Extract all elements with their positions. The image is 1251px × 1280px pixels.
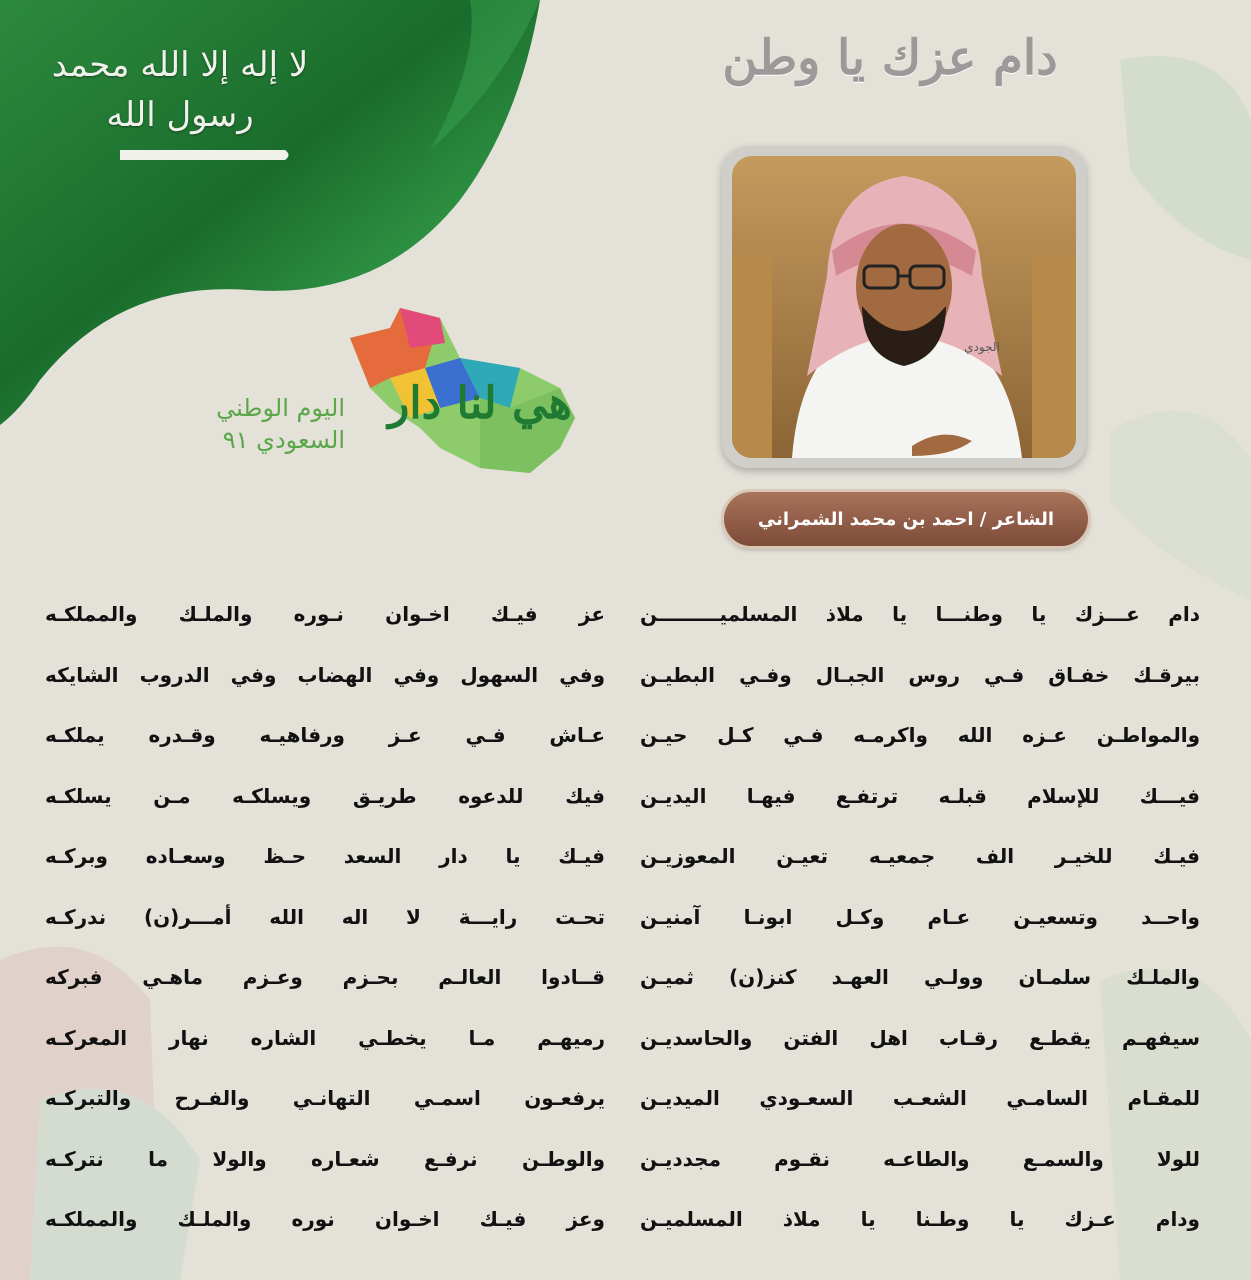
title-calligraphy: دام عزك يا وطن bbox=[722, 30, 1058, 86]
verse-line: والمواطـن عـزه الله واكرمـه فـي كـل حيـن bbox=[640, 723, 1200, 747]
poem-left-column bbox=[45, 596, 605, 1262]
verse-line: يرفعـون اسمـي التهانـي والفـرح والتبركـه bbox=[45, 1086, 605, 1110]
verse-line: للولا والسمـع والطاعـه نقـوم مجدديـن bbox=[640, 1146, 1200, 1171]
photo-watermark: الجودي bbox=[964, 340, 1000, 354]
flag-shahada: لا إله إلا الله محمد رسول الله bbox=[51, 45, 309, 135]
poem-right-column bbox=[640, 596, 1200, 1262]
verse-line: دام عـــزك يا وطنـــا يا ملاذ المسلميـــــــــن bbox=[640, 602, 1200, 626]
verse-line: فيـــك للإسلام قبلـه ترتفـع فيهـا اليديـن bbox=[640, 783, 1200, 808]
poet-name: الشاعر / احمد بن محمد الشمراني bbox=[757, 508, 1055, 530]
verse-line: عـاش فـي عـز ورفاهيـه وقـدره يملكـه bbox=[45, 723, 605, 747]
verse-line: وفي السهول وفي الهضاب وفي الدروب الشايكه bbox=[45, 662, 605, 687]
national-day-text bbox=[140, 392, 345, 456]
verse-line: فيك للدعوه طريـق ويسلكـه مـن يسلكـه bbox=[45, 783, 605, 808]
verse-line: والوطـن نرفـع شعـاره والولا ما نتركـه bbox=[45, 1146, 605, 1171]
portrait-icon bbox=[732, 156, 1076, 458]
verse-line: تحـت رايـــة لا اله الله أمـــر(ن) ندركـه bbox=[45, 904, 605, 929]
verse-line: للمقـام السامـي الشعـب السعـودي الميديـن bbox=[640, 1086, 1200, 1110]
verse-line: بيرقـك خفـاق فـي روس الجبـال وفـي البطيـن bbox=[640, 662, 1200, 687]
verse-line: سيفهـم يقطـع رقـاب اهل الفتن والحاسديـن bbox=[640, 1025, 1200, 1050]
verse-line: ودام عـزك يا وطـنا يا ملاذ المسلميـن bbox=[640, 1207, 1200, 1231]
verse-line: وعز فيـك اخـوان نوره والملـك والمملكـه bbox=[45, 1207, 605, 1231]
verse-line: واحــد وتسعيـن عـام وكـل ابونـا آمنيـن bbox=[640, 904, 1200, 929]
national-day-line1: اليوم الوطني bbox=[216, 394, 345, 422]
verse-line: عز فيـك اخـوان نـوره والملـك والمملكـه bbox=[45, 602, 605, 626]
national-day-line2: السعودي ٩١ bbox=[222, 426, 345, 454]
poet-photo bbox=[732, 156, 1076, 458]
verse-line: فيـك للخيـر الف جمعيـه تعيـن المعوزيـن bbox=[640, 844, 1200, 868]
verse-line: قــادوا العالـم بحـزم وعـزم ماهـي فبركه bbox=[45, 965, 605, 989]
verse-line: والملـك سلمـان وولـي العهـد كنز(ن) ثميـن bbox=[640, 965, 1200, 989]
poet-photo-frame bbox=[722, 146, 1086, 468]
verse-line: رميهـم مـا يخطـي الشاره نهار المعركـه bbox=[45, 1025, 605, 1050]
national-day-logo-icon bbox=[330, 298, 580, 478]
verse-line: فيـك يا دار السعد حـظ وسعـاده وبركـه bbox=[45, 844, 605, 868]
poet-name-plate bbox=[724, 492, 1088, 546]
logo-mark-text: هي لنا دار bbox=[388, 378, 572, 429]
